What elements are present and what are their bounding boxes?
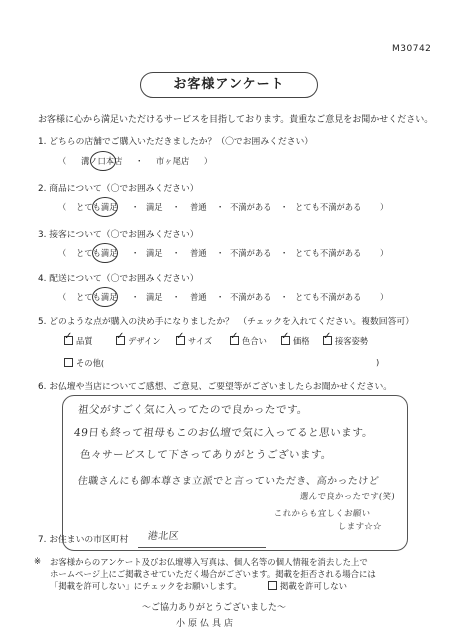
- bracket-close: ）: [380, 292, 389, 302]
- q2-option-normal[interactable]: 普通: [190, 202, 207, 212]
- question-3: 3. 接客について（〇でお囲みください）: [38, 230, 199, 240]
- option-label: その他(: [76, 358, 105, 368]
- q1-options: [58, 155, 212, 167]
- checkbox[interactable]: [323, 336, 332, 345]
- bracket-close: ）: [380, 202, 389, 212]
- city-underline: [138, 547, 266, 548]
- question-7: 7. お住まいの市区町村: [38, 535, 129, 545]
- question-1: 1. どちらの店舗でご購入いただきましたか？（〇でお囲みください）: [38, 137, 314, 147]
- question-4: 4. 配送について（〇でお囲みください）: [38, 274, 199, 284]
- q5-option-quality[interactable]: [64, 335, 93, 347]
- q5-option-design[interactable]: [116, 335, 161, 347]
- bracket-close: ）: [203, 156, 213, 166]
- bracket-open: （: [58, 156, 67, 166]
- notice-line-2: ホームページ上にご掲載させていただく場合がございます。掲載を拒否される場合には: [50, 569, 376, 579]
- checkbox[interactable]: [268, 581, 277, 590]
- handwritten-line-5: 選んで良かったです(笑): [299, 491, 396, 501]
- q1-answer-circle: [90, 151, 116, 171]
- q3-option-normal[interactable]: 普通: [190, 248, 207, 258]
- separator: ・: [280, 202, 289, 212]
- q4-answer-circle: [92, 287, 118, 307]
- separator: ・: [135, 156, 144, 166]
- separator: ・: [131, 248, 140, 258]
- question-2: 2. 商品について（〇でお囲みください）: [38, 184, 199, 194]
- q4-option-normal[interactable]: 普通: [190, 292, 207, 302]
- bracket-close: ): [376, 357, 380, 367]
- q4-option-dissatisfied[interactable]: 不満がある: [230, 292, 272, 302]
- document-id: M30742: [392, 44, 432, 54]
- q5-option-price[interactable]: [281, 335, 310, 347]
- question-6: 6. お仏壇や当店についてご感想、ご意見、ご要望等がございましたらお聞かせください。: [38, 382, 393, 392]
- q4-option-satisfied[interactable]: 満足: [146, 292, 163, 302]
- shop-name: 小原仏具店: [176, 619, 237, 629]
- q5-option-size[interactable]: [176, 335, 212, 347]
- separator: ・: [216, 248, 225, 258]
- separator: ・: [216, 202, 225, 212]
- q1-option-ichigao-store[interactable]: 市ヶ尾店: [156, 156, 190, 166]
- option-label: 接客姿勢: [335, 336, 369, 346]
- q1-option-main-store[interactable]: 溝ノ口本店: [80, 156, 123, 166]
- option-label: デザイン: [128, 336, 161, 346]
- q5-option-service[interactable]: [323, 335, 368, 347]
- separator: ・: [280, 292, 289, 302]
- notice-line-1: お客様からのアンケート及びお仏壇導入写真は、個人名等の個人情報を消去した上で: [50, 557, 368, 567]
- q2-answer-circle: [92, 197, 118, 217]
- separator: ・: [131, 292, 140, 302]
- q4-option-very-dissatisfied[interactable]: とても不満がある: [295, 292, 362, 302]
- q5-option-color[interactable]: [230, 335, 267, 347]
- option-label: サイズ: [188, 336, 213, 346]
- q3-option-very-dissatisfied[interactable]: とても不満がある: [295, 248, 362, 258]
- no-publish-checkbox[interactable]: [268, 580, 347, 592]
- bracket-open: （: [58, 248, 67, 258]
- no-publish-label: 掲載を許可しない: [280, 581, 347, 591]
- option-label: 価格: [293, 336, 310, 346]
- handwritten-extra-1: これからも宜しくお願い: [273, 508, 372, 518]
- q3-answer-circle: [92, 243, 118, 263]
- q2-option-very-satisfied[interactable]: とても満足: [76, 202, 118, 212]
- separator: ・: [131, 202, 140, 212]
- separator: ・: [172, 202, 181, 212]
- separator: ・: [280, 248, 289, 258]
- separator: ・: [172, 292, 181, 302]
- separator: ・: [216, 292, 225, 302]
- checkbox[interactable]: [176, 336, 185, 345]
- q5-option-other[interactable]: [64, 357, 384, 369]
- handwritten-line-2: 49日も終って祖母もこのお仏壇で気に入ってると思います。: [73, 427, 374, 439]
- q3-option-dissatisfied[interactable]: 不満がある: [230, 248, 272, 258]
- checkbox[interactable]: [64, 336, 73, 345]
- page-title: お客様アンケート: [140, 72, 318, 98]
- bracket-open: （: [58, 202, 67, 212]
- q4-option-very-satisfied[interactable]: とても満足: [76, 292, 118, 302]
- bracket-open: （: [58, 292, 67, 302]
- thanks-text: 〜ご協力ありがとうございました〜: [142, 603, 287, 613]
- bracket-close: ）: [380, 248, 389, 258]
- notice-mark: ※: [34, 556, 42, 566]
- intro-text: お客様に心から満足いただけるサービスを目指しております。貴重なご意見をお聞かせください。: [38, 115, 434, 125]
- handwritten-extra-2: します☆☆: [337, 521, 383, 531]
- handwritten-line-1: 祖父がすごく気に入ってたので良かったです。: [77, 404, 309, 416]
- checkbox[interactable]: [281, 336, 290, 345]
- option-label: 品質: [76, 336, 93, 346]
- notice-line-3: 「掲載を許可しない」にチェックをお願いします。: [50, 581, 242, 591]
- checkbox[interactable]: [64, 358, 73, 367]
- q2-option-satisfied[interactable]: 満足: [146, 202, 163, 212]
- q3-option-very-satisfied[interactable]: とても満足: [76, 248, 118, 258]
- checkbox[interactable]: [230, 336, 239, 345]
- q2-option-very-dissatisfied[interactable]: とても不満がある: [295, 202, 362, 212]
- handwritten-line-4: 住職さんにも御本尊さま立派でと言っていただき、高かったけど: [77, 476, 380, 487]
- handwritten-line-3: 色々サービスして下さってありがとうございます。: [79, 449, 333, 461]
- q3-option-satisfied[interactable]: 満足: [146, 248, 163, 258]
- q2-option-dissatisfied[interactable]: 不満がある: [230, 202, 272, 212]
- separator: ・: [172, 248, 181, 258]
- checkbox[interactable]: [116, 336, 125, 345]
- city-answer[interactable]: 港北区: [147, 531, 180, 542]
- option-label: 色合い: [242, 336, 267, 346]
- question-5: 5. どのような点が購入の決め手になりましたか？ （チェックを入れてください。複数回答可）: [38, 317, 414, 327]
